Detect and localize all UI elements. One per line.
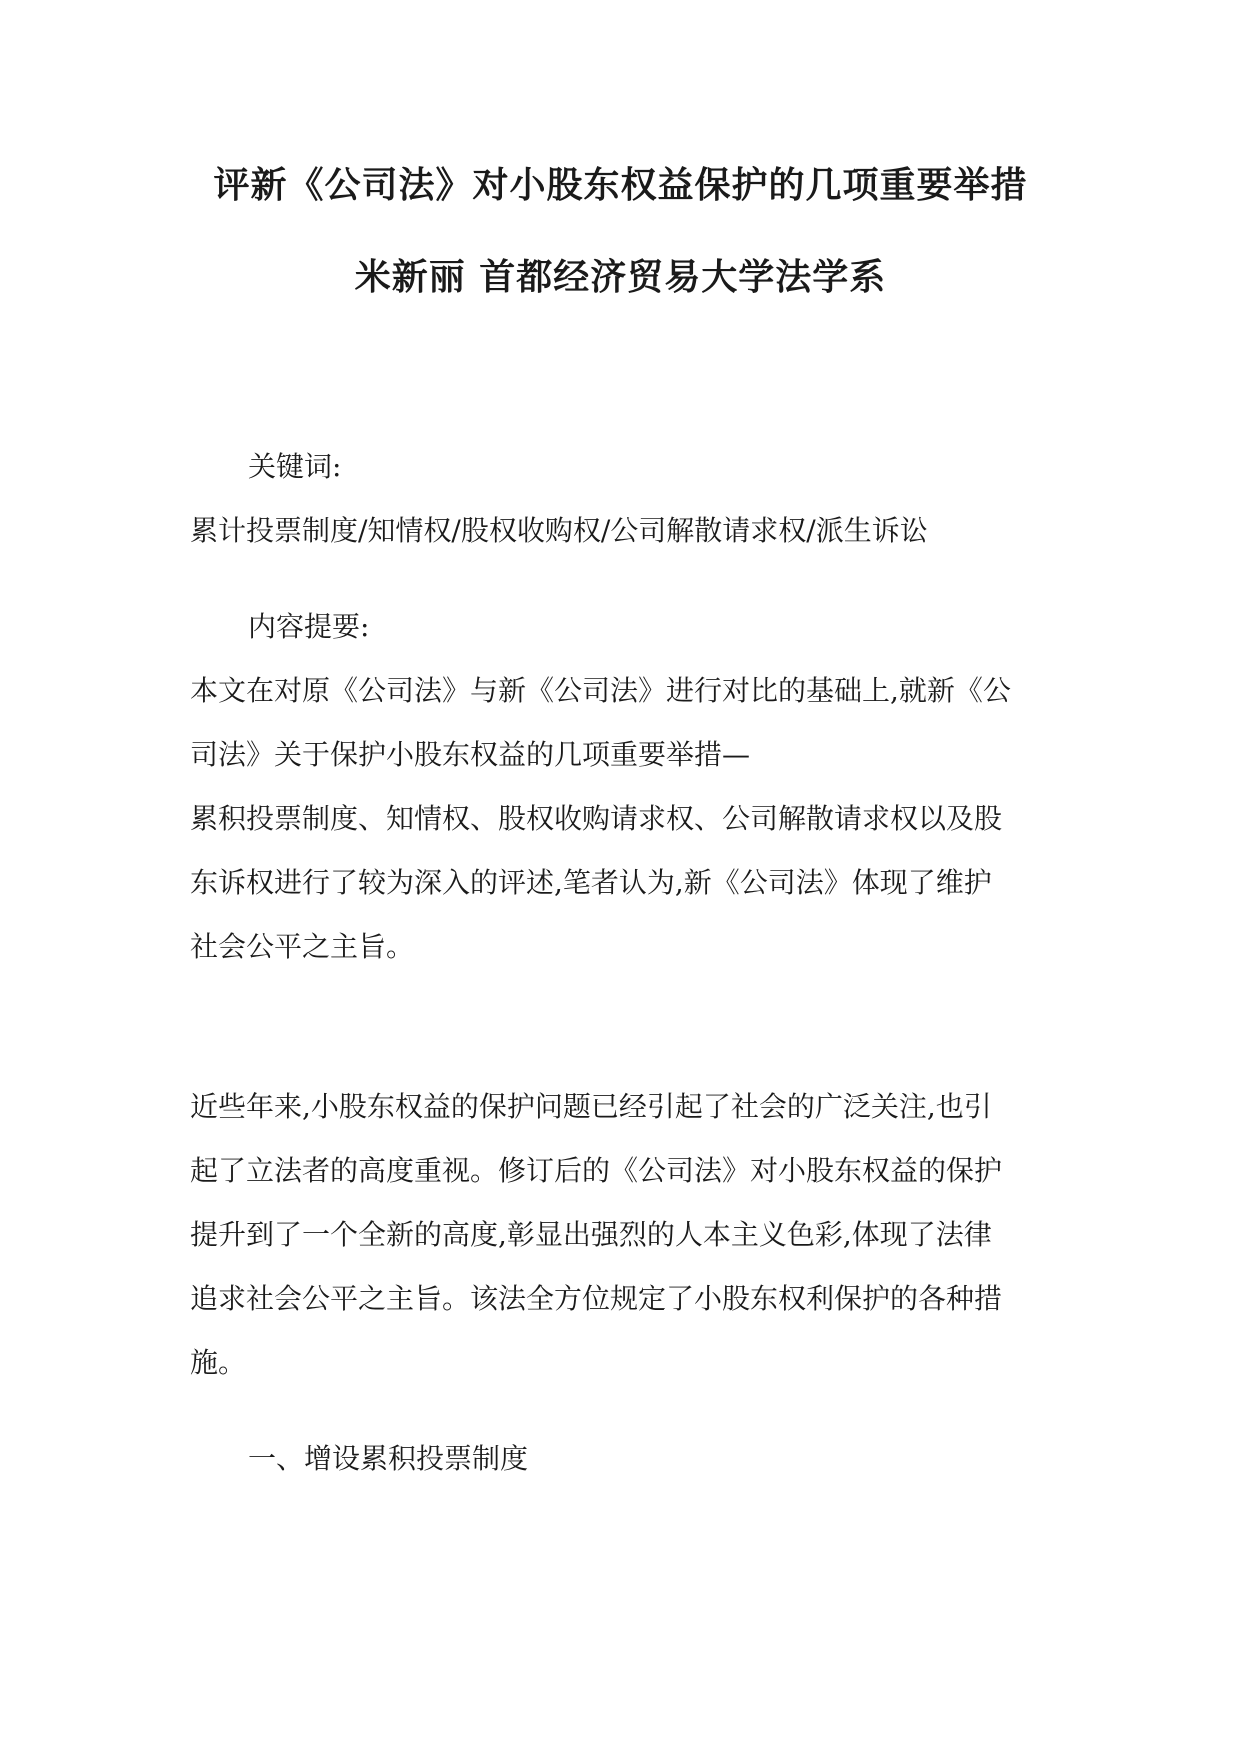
keywords-label: 关键词:: [248, 450, 342, 483]
document-title: 评新《公司法》对小股东权益保护的几项重要举措: [213, 164, 1028, 206]
body-line: 近些年来,小股东权益的保护问题已经引起了社会的广泛关注,也引: [190, 1090, 992, 1123]
section-heading: 一、增设累积投票制度: [248, 1442, 529, 1475]
abstract-label: 内容提要:: [248, 610, 370, 643]
abstract-line: 社会公平之主旨。: [190, 930, 415, 963]
body-line: 追求社会公平之主旨。该法全方位规定了小股东权利保护的各种措: [190, 1282, 1003, 1315]
keywords-text: 累计投票制度/知情权/股权收购权/公司解散请求权/派生诉讼: [190, 514, 928, 547]
abstract-line: 本文在对原《公司法》与新《公司法》进行对比的基础上,就新《公: [190, 674, 1011, 707]
body-line: 提升到了一个全新的高度,彰显出强烈的人本主义色彩,体现了法律: [190, 1218, 992, 1251]
body-line: 施。: [190, 1346, 247, 1379]
abstract-line: 司法》关于保护小股东权益的几项重要举措—: [190, 738, 751, 771]
author-affiliation: 米新丽 首都经济贸易大学法学系: [354, 256, 887, 298]
abstract-line: 累积投票制度、知情权、股权收购请求权、公司解散请求权以及股: [190, 802, 1003, 835]
body-line: 起了立法者的高度重视。修订后的《公司法》对小股东权益的保护: [190, 1154, 1003, 1187]
abstract-line: 东诉权进行了较为深入的评述,笔者认为,新《公司法》体现了维护: [190, 866, 992, 899]
